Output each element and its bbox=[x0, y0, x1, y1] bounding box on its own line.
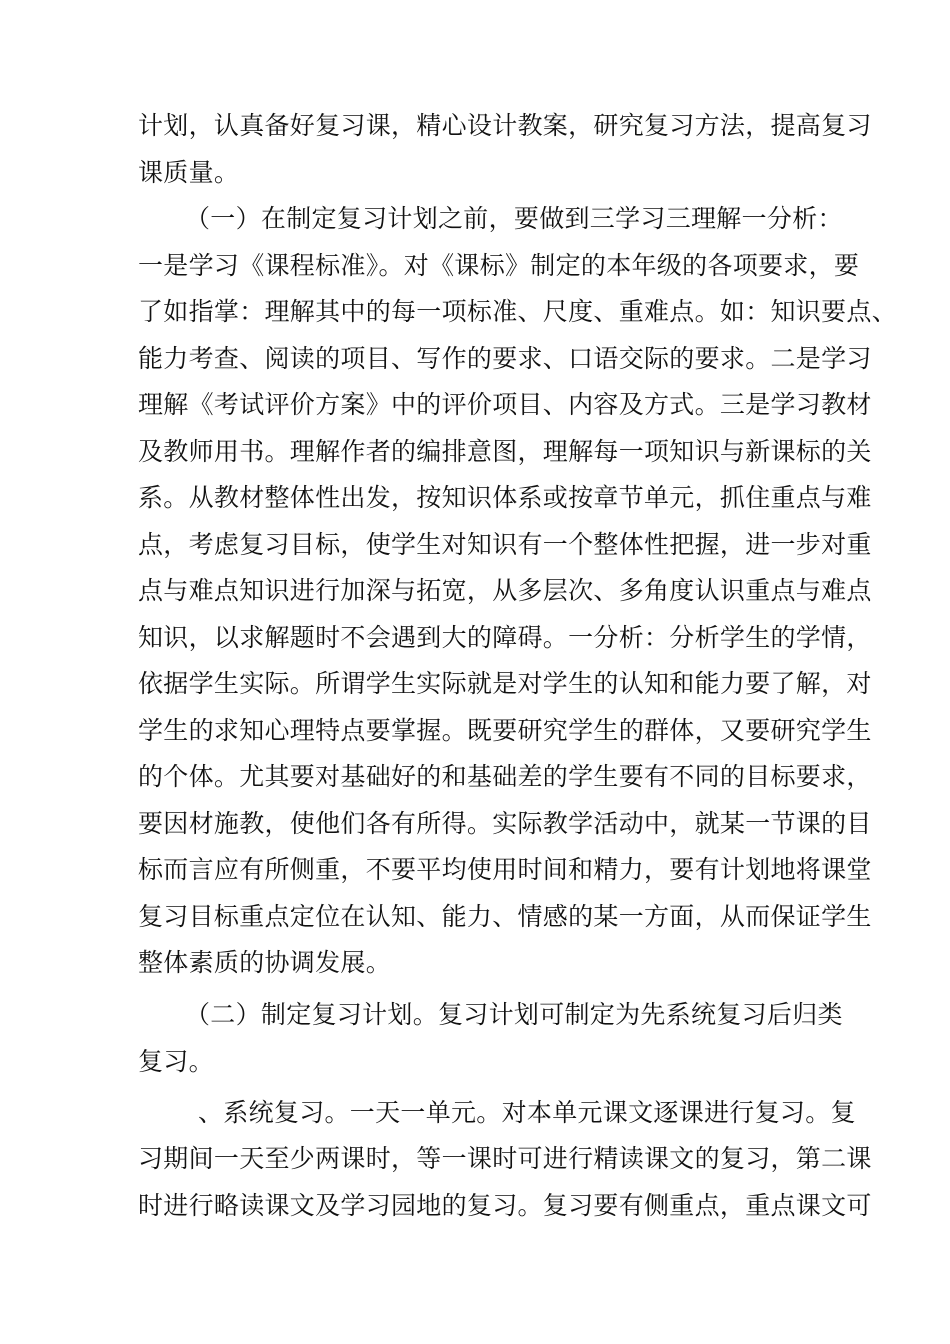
text-line: 标而言应有所侧重，不要平均使用时间和精力，要有计划地将课堂 bbox=[138, 855, 872, 884]
text-line: 复习。 bbox=[138, 1047, 214, 1076]
text-line: 理解《考试评价方案》中的评价项目、内容及方式。三是学习教材 bbox=[138, 390, 872, 419]
text-line: 能力考查、阅读的项目、写作的要求、口语交际的要求。二是学习 bbox=[138, 344, 872, 373]
section-heading-2: （二）制定复习计划。复习计划可制定为先系统复习后归类 bbox=[185, 1000, 843, 1029]
text-line: 的个体。尤其要对基础好的和基础差的学生要有不同的目标要求， bbox=[138, 762, 872, 791]
text-line: 及教师用书。理解作者的编排意图，理解每一项知识与新课标的关 bbox=[138, 437, 872, 466]
text-line: 时进行略读课文及学习园地的复习。复习要有侧重点，重点课文可 bbox=[138, 1191, 872, 1220]
text-line: 知识，以求解题时不会遇到大的障碍。一分析：分析学生的学情， bbox=[138, 623, 872, 652]
text-line: 计划，认真备好复习课，精心设计教案，研究复习方法，提高复习 bbox=[138, 111, 872, 140]
text-line: 系。从教材整体性出发，按知识体系或按章节单元，抓住重点与难 bbox=[138, 483, 872, 512]
text-line: 要因材施教，使他们各有所得。实际教学活动中，就某一节课的目 bbox=[138, 809, 872, 838]
text-line: 复习目标重点定位在认知、能力、情感的某一方面，从而保证学生 bbox=[138, 902, 872, 931]
text-line: 依据学生实际。所谓学生实际就是对学生的认知和能力要了解，对 bbox=[138, 669, 872, 698]
section-heading-1: （一）在制定复习计划之前，要做到三学习三理解一分析： bbox=[185, 204, 843, 233]
text-line: 整体素质的协调发展。 bbox=[138, 948, 392, 977]
text-line: 一是学习《课程标准》。对《课标》制定的本年级的各项要求，要 bbox=[138, 251, 860, 280]
text-line: 点与难点知识进行加深与拓宽，从多层次、多角度认识重点与难点 bbox=[138, 576, 872, 605]
text-line: 学生的求知心理特点要掌握。既要研究学生的群体，又要研究学生 bbox=[138, 716, 872, 745]
text-line: 课质量。 bbox=[138, 158, 240, 187]
text-line: 习期间一天至少两课时，等一课时可进行精读课文的复习，第二课 bbox=[138, 1144, 872, 1173]
subsection-line: 、系统复习。一天一单元。对本单元课文逐课进行复习。复 bbox=[198, 1098, 856, 1127]
text-line: 了如指掌：理解其中的每一项标准、尺度、重难点。如：知识要点、 bbox=[138, 297, 898, 326]
text-line: 点，考虑复习目标，使学生对知识有一个整体性把握，进一步对重 bbox=[138, 530, 872, 559]
